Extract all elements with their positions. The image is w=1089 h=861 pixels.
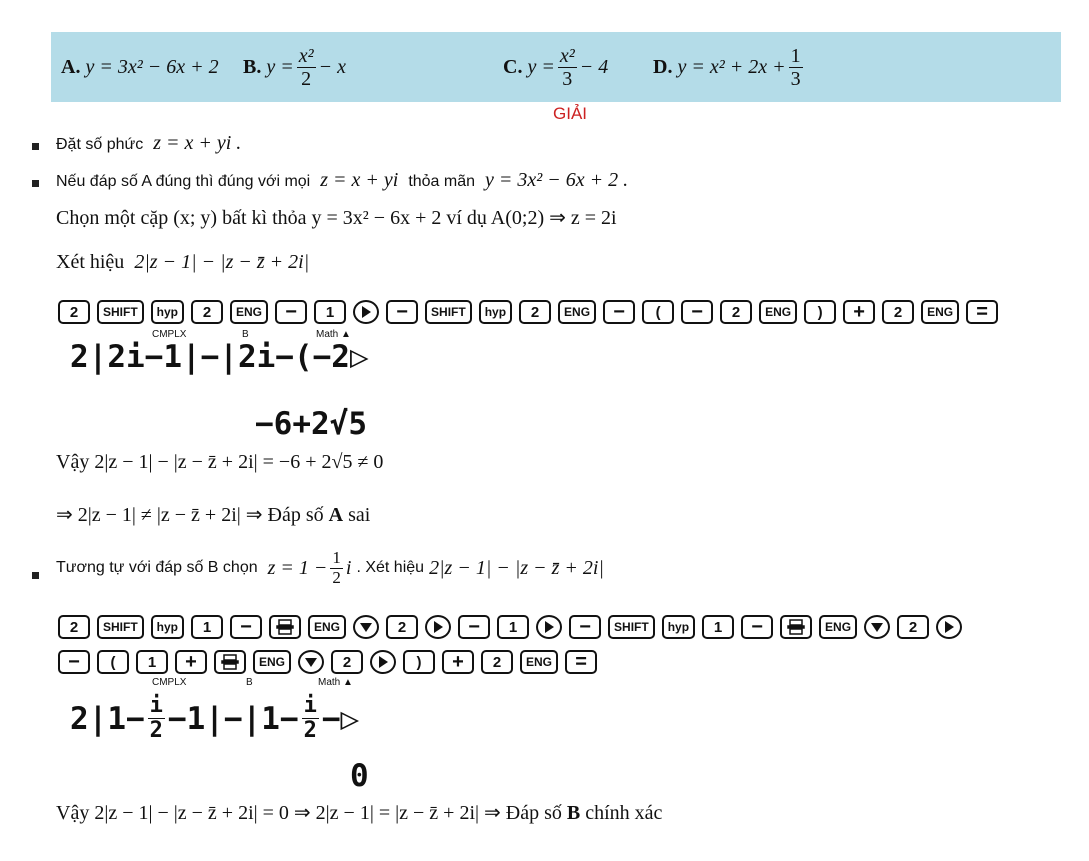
calc-key-shift: SHIFT (97, 300, 144, 324)
bullet-3 (32, 572, 39, 579)
calc-key-open-paren: ( (97, 650, 129, 674)
cmplx-indicator: CMPLX (152, 329, 187, 340)
calc-key-down-arrow (864, 615, 890, 639)
option-d-num: 1 (790, 44, 801, 67)
mode-indicators-2 (152, 677, 186, 688)
option-c-label: C. (503, 55, 523, 78)
paragraph-4 (56, 251, 309, 274)
calc-key-eng: ENG (520, 650, 558, 674)
calc-key-hyp: hyp (151, 615, 184, 639)
calc-display-input-1: 2|2i−1|−|2i−(−2▷ (70, 339, 369, 375)
paragraph-2 (56, 169, 628, 192)
calc-key-digit-2: 2 (191, 300, 223, 324)
calc-key-eng: ENG (230, 300, 268, 324)
calc-key-open-paren: ( (642, 300, 674, 324)
calc-key-shift: SHIFT (608, 615, 655, 639)
right-arrow-icon (376, 655, 390, 669)
calc-key-plus: + (175, 650, 207, 674)
p8-bold: B (566, 802, 581, 824)
calc-display-result-1: −6+2√5 (255, 406, 367, 442)
option-b (243, 32, 346, 102)
paragraph-5: Vậy 2|z − 1| − |z − z̄ + 2i| = −6 + 2√5 ≠ 0 (56, 451, 384, 473)
cmplx-indicator-2: CMPLX (152, 677, 187, 688)
calc-key-minus: − (230, 615, 262, 639)
option-c-num: x² (559, 44, 575, 67)
option-c-lhs: y = (527, 55, 555, 78)
display2-frac2-num: i (303, 693, 317, 718)
calc-key-minus: − (741, 615, 773, 639)
right-arrow-icon (542, 620, 556, 634)
calc-key-down-arrow (298, 650, 324, 674)
p7-tail: i (345, 556, 352, 579)
calc-key-minus: − (458, 615, 490, 639)
option-a (61, 32, 219, 102)
option-d-lhs: y = x² + 2x + (677, 55, 786, 78)
calc-key-plus: + (442, 650, 474, 674)
calc-key-eng: ENG (921, 300, 959, 324)
keystroke-row-3 (58, 650, 597, 674)
p2-text2: thỏa mãn (408, 173, 476, 190)
calc-key-digit-1: 1 (497, 615, 529, 639)
display2-part-c: −▷ (321, 700, 360, 737)
keystroke-row-2 (58, 615, 962, 639)
calc-key-eng: ENG (819, 615, 857, 639)
option-b-tail: − x (318, 55, 346, 78)
calc-key-right-arrow (936, 615, 962, 639)
calc-key-close-paren: ) (403, 650, 435, 674)
display2-part-a: 2|1− (70, 700, 145, 737)
p4-lead: Xét hiệu (56, 251, 125, 273)
bullet-2 (32, 180, 39, 187)
display2-frac1-num: i (149, 693, 163, 718)
p1-text: Đặt số phức (56, 136, 144, 153)
calc-key-equals: = (565, 650, 597, 674)
calc-key-eng: ENG (558, 300, 596, 324)
calc-key-minus: − (603, 300, 635, 324)
calc-key-eng: ENG (759, 300, 797, 324)
calc-key-digit-1: 1 (702, 615, 734, 639)
p6-tail: sai (348, 504, 371, 526)
paragraph-6 (56, 502, 370, 527)
calc-key-hyp: hyp (662, 615, 695, 639)
b-indicator-label-2: B (246, 677, 253, 688)
math-indicator-label: Math ▲ (316, 329, 351, 340)
option-a-label: A. (61, 55, 81, 78)
option-d (653, 32, 806, 102)
paragraph-7 (56, 549, 604, 587)
p1-math: z = x + yi . (153, 132, 242, 154)
down-arrow-icon (870, 620, 884, 634)
calc-key-minus: − (386, 300, 418, 324)
b-indicator-2 (246, 677, 253, 688)
fraction-icon (221, 654, 239, 670)
p7-math1: z = 1 − (267, 556, 328, 579)
option-d-label: D. (653, 55, 673, 78)
calc-key-digit-2: 2 (331, 650, 363, 674)
p7-num: 1 (332, 548, 341, 567)
calc-key-digit-1: 1 (191, 615, 223, 639)
option-a-expr: y = 3x² − 6x + 2 (85, 55, 219, 78)
option-b-den: 2 (301, 67, 312, 90)
p7-text2: . Xét hiệu (356, 559, 425, 577)
calc-key-right-arrow (425, 615, 451, 639)
calc-key-digit-2: 2 (481, 650, 513, 674)
calc-key-hyp: hyp (479, 300, 512, 324)
calc-key-shift: SHIFT (425, 300, 472, 324)
paragraph-8 (56, 800, 662, 825)
right-arrow-icon (942, 620, 956, 634)
calc-key-digit-2: 2 (58, 615, 90, 639)
calc-key-equals: = (966, 300, 998, 324)
calc-key-minus: − (681, 300, 713, 324)
p6-expr: ⇒ 2|z − 1| ≠ |z − z̄ + 2i| ⇒ Đáp số (56, 504, 324, 526)
math-indicator-label-2: Math ▲ (318, 677, 353, 688)
display2-part-b: −1|−|1− (167, 700, 299, 737)
option-c (503, 32, 608, 102)
p2-math2: y = 3x² − 6x + 2 . (485, 169, 629, 191)
option-c-den: 3 (562, 67, 573, 90)
p4-expr: 2|z − 1| − |z − z̄ + 2i| (134, 251, 310, 273)
calc-key-close-paren: ) (804, 300, 836, 324)
p7-math2: 2|z − 1| − |z − z̄ + 2i| (429, 556, 604, 579)
calc-key-digit-2: 2 (720, 300, 752, 324)
calc-key-digit-2: 2 (882, 300, 914, 324)
p8-tail: chính xác (585, 802, 663, 824)
calc-key-hyp: hyp (151, 300, 184, 324)
right-arrow-icon (359, 305, 373, 319)
calc-key-minus: − (58, 650, 90, 674)
calc-key-eng: ENG (253, 650, 291, 674)
p7-den: 2 (332, 567, 341, 587)
keystroke-row-1 (58, 300, 998, 324)
calc-key-right-arrow (370, 650, 396, 674)
option-b-lhs: y = (266, 55, 294, 78)
p8-expr: Vậy 2|z − 1| − |z − z̄ + 2i| = 0 ⇒ 2|z − 1| = |z − z̄ + 2i| ⇒ Đáp số (56, 802, 562, 824)
fraction-icon (787, 619, 805, 635)
calc-key-digit-1: 1 (136, 650, 168, 674)
calc-key-minus: − (275, 300, 307, 324)
display2-frac1-den: 2 (149, 718, 163, 744)
calc-key-eng: ENG (308, 615, 346, 639)
answer-options-box (51, 32, 1061, 102)
calc-key-digit-2: 2 (897, 615, 929, 639)
calc-key-fraction (269, 615, 301, 639)
calc-display-input-2 (70, 694, 359, 743)
calc-key-fraction (780, 615, 812, 639)
calc-key-digit-2: 2 (58, 300, 90, 324)
paragraph-3: Chọn một cặp (x; y) bất kì thỏa y = 3x² − 6x + 2 ví dụ A(0;2) ⇒ z = 2i (56, 207, 617, 229)
option-c-tail: − 4 (579, 55, 609, 78)
calc-key-digit-2: 2 (386, 615, 418, 639)
display2-frac2-den: 2 (303, 718, 317, 744)
calc-key-right-arrow (353, 300, 379, 324)
calc-key-shift: SHIFT (97, 615, 144, 639)
b-indicator-label: B (242, 329, 249, 340)
option-d-den: 3 (790, 67, 801, 90)
paragraph-1 (56, 132, 241, 155)
down-arrow-icon (304, 655, 318, 669)
math-indicator-2 (318, 677, 353, 688)
down-arrow-icon (359, 620, 373, 634)
calc-key-down-arrow (353, 615, 379, 639)
bullet-1 (32, 143, 39, 150)
p7-text1: Tương tự với đáp số B chọn (56, 559, 258, 577)
calc-key-right-arrow (536, 615, 562, 639)
calc-display-result-2: 0 (350, 758, 369, 794)
option-b-label: B. (243, 55, 262, 78)
p2-math1: z = x + yi (320, 169, 399, 191)
calc-key-digit-2: 2 (519, 300, 551, 324)
calc-key-fraction (214, 650, 246, 674)
p6-bold: A (328, 504, 344, 526)
calc-key-minus: − (569, 615, 601, 639)
calc-key-digit-1: 1 (314, 300, 346, 324)
fraction-icon (276, 619, 294, 635)
right-arrow-icon (431, 620, 445, 634)
calc-key-plus: + (843, 300, 875, 324)
solution-heading: GIẢI (553, 104, 588, 123)
option-b-num: x² (298, 44, 314, 67)
p2-text1: Nếu đáp số A đúng thì đúng với mọi (56, 173, 311, 190)
